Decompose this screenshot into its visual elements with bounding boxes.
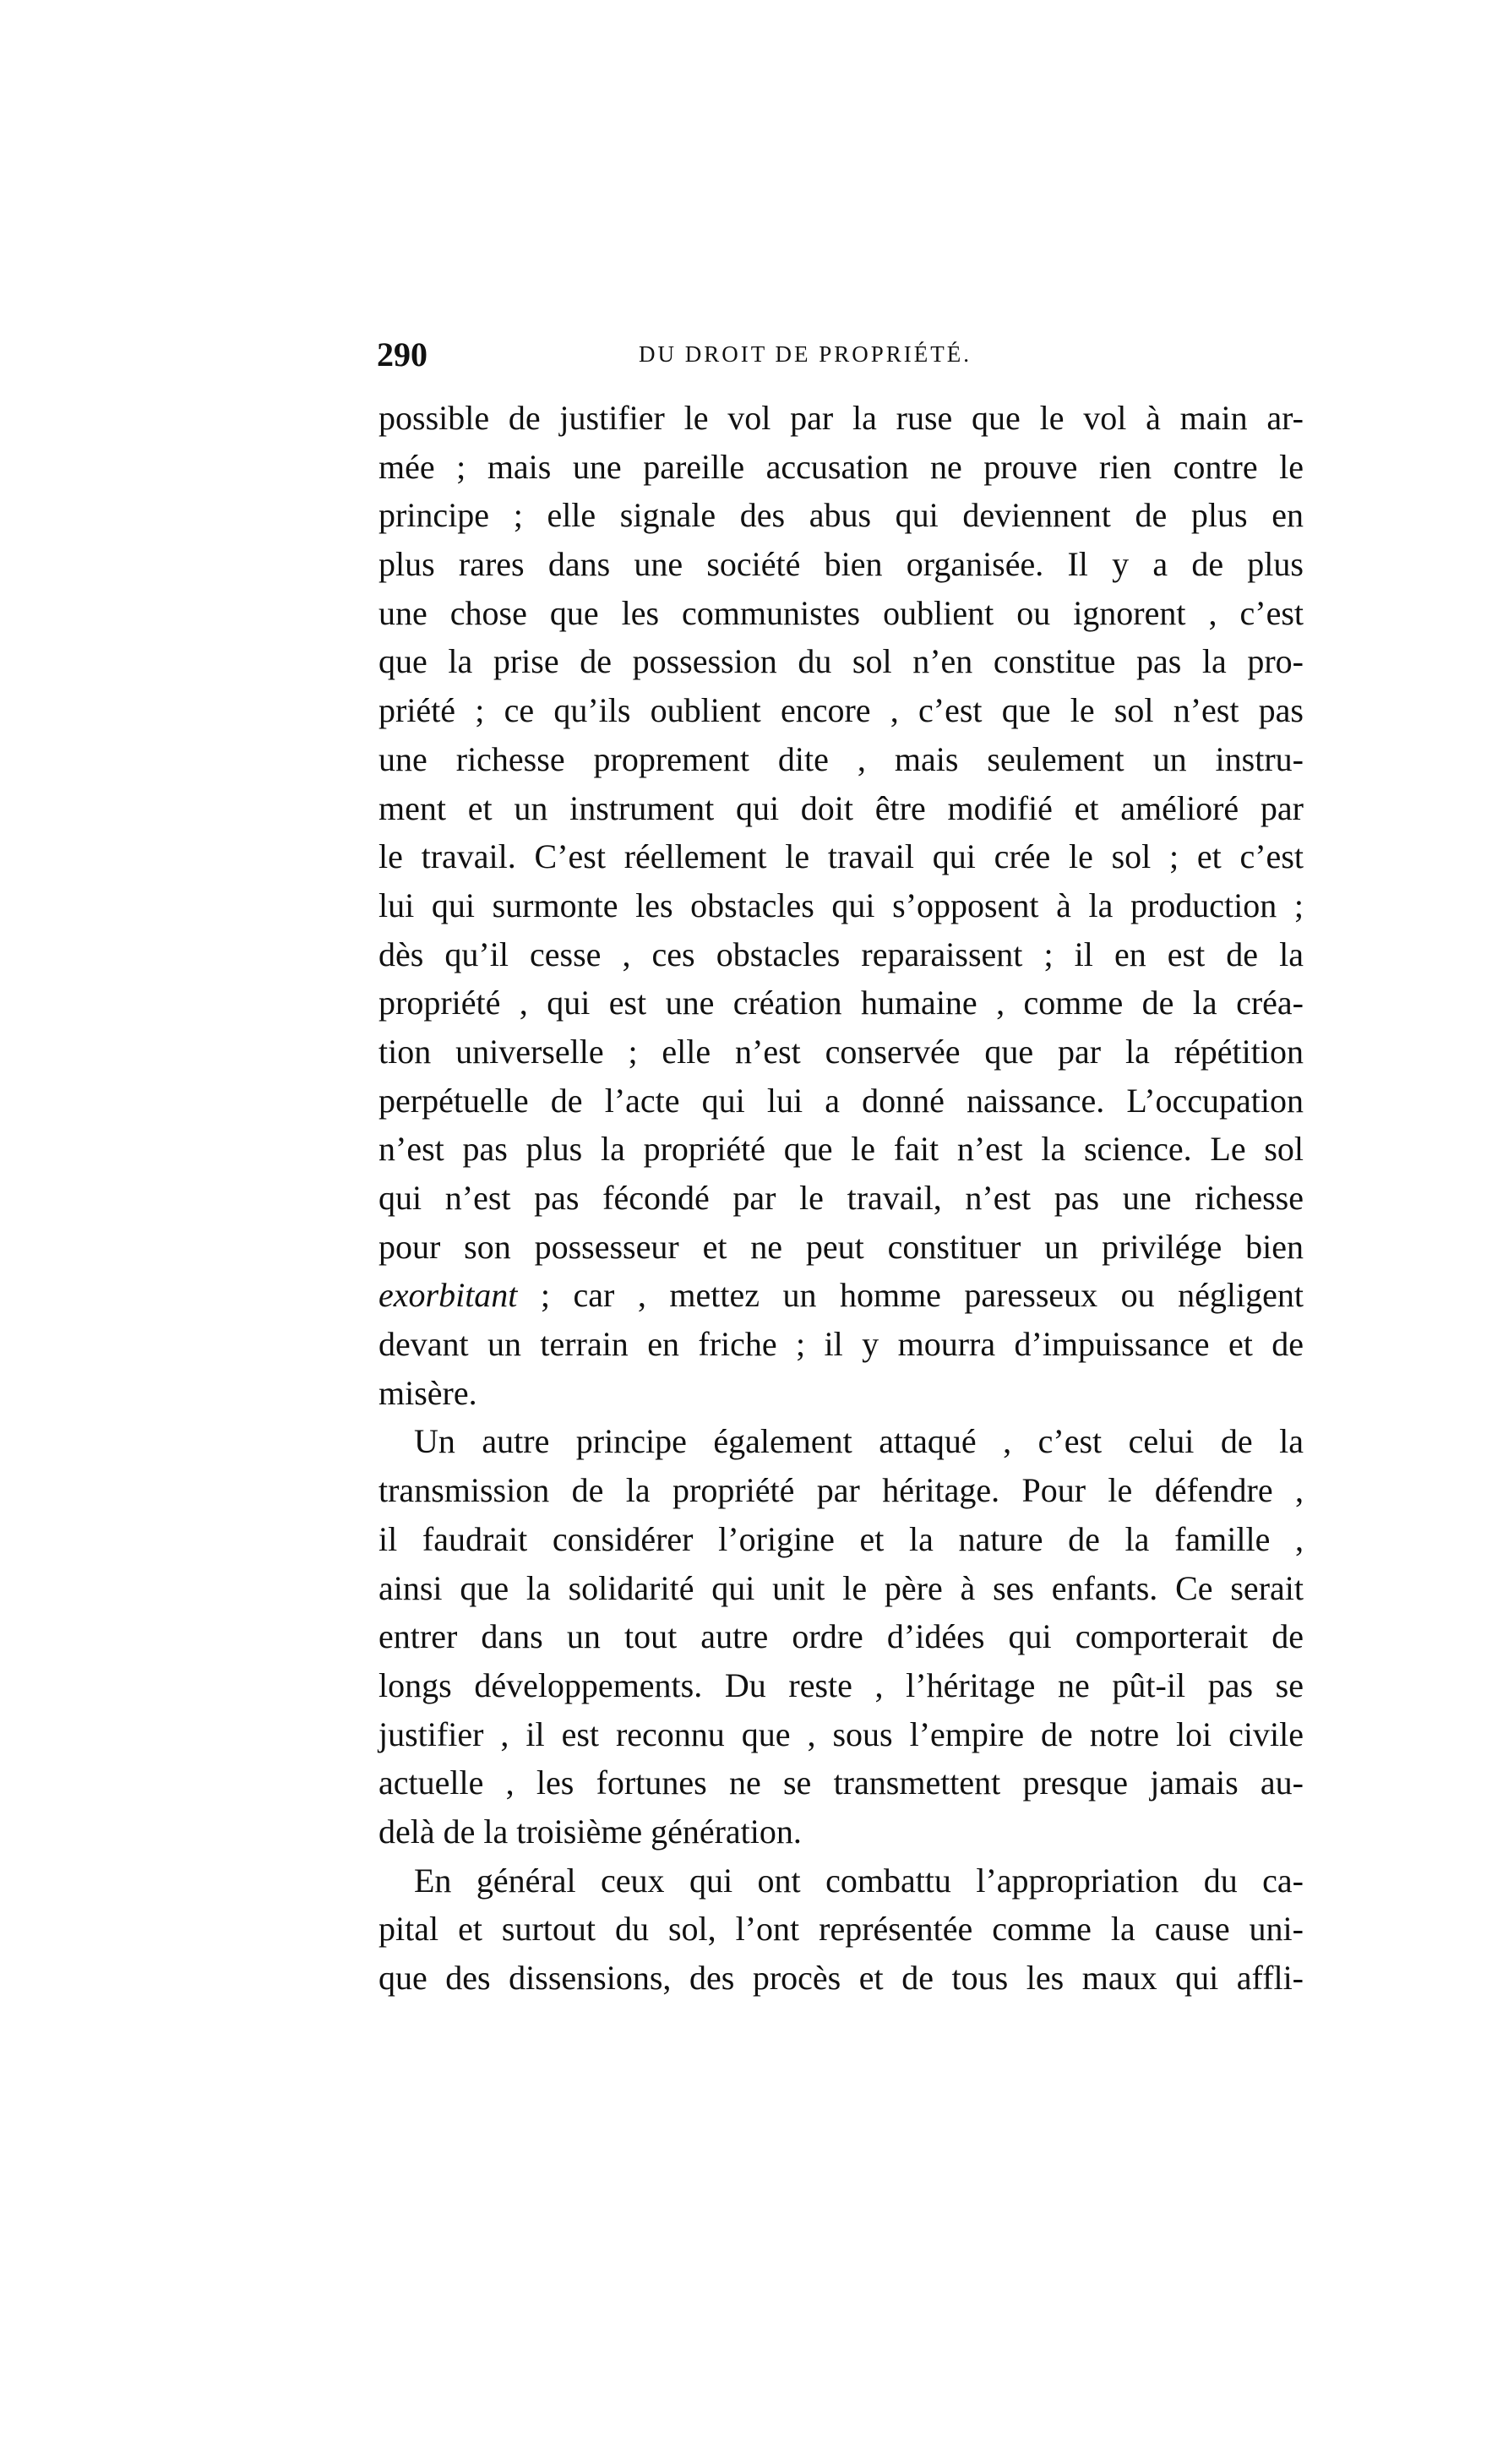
text-line-content: delà de la troisième génération.	[378, 1812, 802, 1851]
text-line	[378, 979, 1304, 1028]
text-line	[378, 1271, 1304, 1320]
text-line	[378, 686, 1304, 735]
text-line	[378, 1661, 1304, 1710]
text-line	[378, 637, 1304, 686]
text-line	[378, 832, 1304, 881]
text-line	[378, 1758, 1304, 1807]
text-line-content: le travail. C’est réellement le travail qui crée le sol ; et c’est	[378, 837, 1304, 876]
text-line-content: il faudrait considérer l’origine et la nature de la famille ,	[378, 1519, 1304, 1558]
italic-word: exorbitant	[378, 1276, 518, 1315]
text-line	[378, 735, 1304, 784]
text-line	[378, 1125, 1304, 1174]
text-line-content: possible de justifier le vol par la ruse que le vol à main ar-	[378, 399, 1304, 437]
text-line	[378, 1515, 1304, 1564]
text-line	[378, 1223, 1304, 1272]
text-line	[378, 443, 1304, 492]
text-line	[378, 589, 1304, 638]
text-line-content: transmission de la propriété par héritage. Pour le défendre ,	[378, 1471, 1304, 1510]
text-line	[378, 1466, 1304, 1515]
text-line	[378, 1320, 1304, 1369]
text-line-content: ; car , mettez un homme paresseux ou négligent	[517, 1276, 1304, 1315]
text-line-content: propriété , qui est une création humaine , comme de la créa-	[378, 984, 1304, 1022]
text-line-content: pour son possesseur et ne peut constituer un privilége bien	[378, 1227, 1304, 1266]
text-line-content: une chose que les communistes oublient ou ignorent , c’est	[378, 593, 1304, 632]
text-line	[378, 540, 1304, 589]
body-text	[378, 394, 1304, 2003]
text-line-content: lui qui surmonte les obstacles qui s’opposent à la production ;	[378, 886, 1304, 924]
text-line-content: que des dissensions, des procès et de tous les maux qui affli-	[378, 1959, 1304, 1997]
text-line	[378, 1564, 1304, 1613]
text-line-content: longs développements. Du reste , l’héritage ne pût-il pas se	[378, 1665, 1304, 1704]
text-line-content: actuelle , les fortunes ne se transmettent presque jamais au-	[378, 1764, 1304, 1802]
text-line	[378, 394, 1304, 443]
text-line-content: ainsi que la solidarité qui unit le père à ses enfants. Ce serait	[378, 1568, 1304, 1607]
text-line	[378, 1807, 1304, 1856]
page-number: 290	[377, 335, 427, 373]
text-line-content: tion universelle ; elle n’est conservée que par la répétition	[378, 1032, 1304, 1071]
text-line	[378, 1856, 1304, 1905]
text-line	[378, 1954, 1304, 2003]
text-line-content: En général ceux qui ont combattu l’appropriation du ca-	[414, 1861, 1304, 1900]
text-line-content: dès qu’il cesse , ces obstacles reparaissent ; il en est de la	[378, 935, 1304, 973]
text-line	[378, 1077, 1304, 1126]
text-line	[378, 1905, 1304, 1954]
text-line	[378, 1710, 1304, 1759]
text-line-content: devant un terrain en friche ; il y mourra d’impuissance et de	[378, 1325, 1304, 1364]
text-line	[378, 1174, 1304, 1223]
text-line-content: une richesse proprement dite , mais seulement un instru-	[378, 739, 1304, 778]
text-line-content: ment et un instrument qui doit être modifié et amélioré par	[378, 788, 1304, 827]
text-line	[378, 1028, 1304, 1077]
text-line-content: justifier , il est reconnu que , sous l’empire de notre loi civile	[378, 1714, 1304, 1753]
text-line-content: perpétuelle de l’acte qui lui a donné naissance. L’occupation	[378, 1081, 1304, 1120]
running-title: DU DROIT DE PROPRIÉTÉ.	[638, 341, 972, 367]
text-line	[378, 1369, 1304, 1418]
text-line	[378, 881, 1304, 930]
text-line-content: priété ; ce qu’ils oublient encore , c’est que le sol n’est pas	[378, 691, 1304, 730]
text-line-content: misère.	[378, 1373, 477, 1412]
text-line	[378, 1612, 1304, 1661]
text-line-content: pital et surtout du sol, l’ont représentée comme la cause uni-	[378, 1910, 1304, 1949]
text-line-content: n’est pas plus la propriété que le fait n’est la science. Le sol	[378, 1130, 1304, 1169]
text-line-content: entrer dans un tout autre ordre d’idées qui comporterait de	[378, 1617, 1304, 1656]
text-line-content: Un autre principe également attaqué , c’est celui de la	[414, 1422, 1304, 1461]
text-line-content: qui n’est pas fécondé par le travail, n’est pas une richesse	[378, 1179, 1304, 1217]
text-line	[378, 784, 1304, 833]
text-line-content: mée ; mais une pareille accusation ne prouve rien contre le	[378, 447, 1304, 486]
text-line	[378, 491, 1304, 540]
text-line-content: plus rares dans une société bien organisée. Il y a de plus	[378, 545, 1304, 584]
text-line-content: que la prise de possession du sol n’en constitue pas la pro-	[378, 642, 1304, 681]
text-line	[378, 930, 1304, 979]
text-line-content: principe ; elle signale des abus qui deviennent de plus en	[378, 496, 1304, 535]
text-line	[378, 1417, 1304, 1466]
